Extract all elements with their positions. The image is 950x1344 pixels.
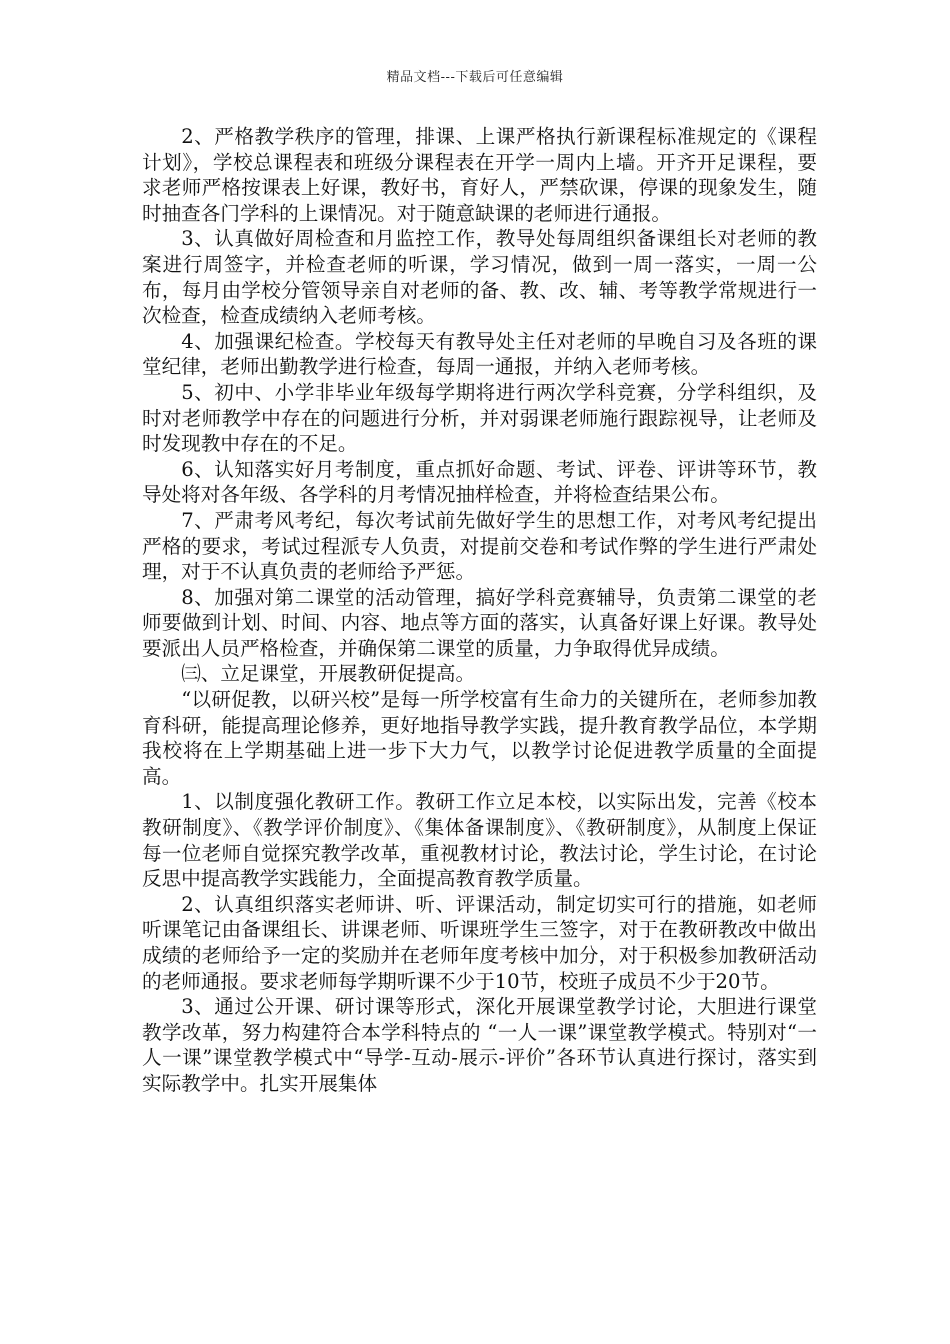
paragraph-item-4: 4、加强课纪检查。学校每天有教导处主任对老师的早晚自习及各班的课堂纪律，老师出勤教学进行检查，每周一通报，并纳入老师考核。 xyxy=(142,329,817,379)
paragraph-item-6: 6、认知落实好月考制度，重点抓好命题、考试、评卷、评讲等环节，教导处将对各年级、各学科的月考情况抽样检查，并将检查结果公布。 xyxy=(142,457,817,507)
paragraph-research-2: 2、认真组织落实老师讲、听、评课活动，制定切实可行的措施，如老师听课笔记由备课组长、讲课老师、听课班学生三签字，对于在教研教改中做出成绩的老师给予一定的奖励并在老师年度考核中加分，对于积极参加教研活动的老师通报。要求老师每学期听课不少于10节，校班子成员不少于20节。 xyxy=(142,892,817,993)
paragraph-item-2: 2、严格教学秩序的管理，排课、上课严格执行新课程标准规定的《课程计划》，学校总课程表和班级分课程表在开学一周内上墙。开齐开足课程，要求老师严格按课表上好课，教好书，育好人，严禁砍课，停课的现象发生，随时抽查各门学科的上课情况。对于随意缺课的老师进行通报。 xyxy=(142,125,817,225)
paragraph-research-1: 1、以制度强化教研工作。教研工作立足本校，以实际出发，完善《校本教研制度》、《教学评价制度》、《集体备课制度》、《教研制度》，从制度上保证每一位老师自觉探究教学改革，重视教材讨论，教法讨论，学生讨论，在讨论反思中提高教学实践能力，全面提高教育教学质量。 xyxy=(142,790,817,891)
paragraph-item-8: 8、加强对第二课堂的活动管理，搞好学科竞赛辅导，负责第二课堂的老师要做到计划、时间、内容、地点等方面的落实，认真备好课上好课。教导处要派出人员严格检查，并确保第二课堂的质量，力争取得优异成绩。 xyxy=(142,585,817,660)
paragraph-research-3: 3、通过公开课、研讨课等形式，深化开展课堂教学讨论，大胆进行课堂教学改革，努力构建符合本学科特点的 “一人一课”课堂教学模式。特别对“一人一课”课堂教学模式中“导学-互动-展示-评价”各环节认真进行探讨，落实到实际教学中。扎实开展集体 xyxy=(142,995,817,1095)
page-header: 精品文档---下载后可任意编辑 xyxy=(386,70,564,85)
section-intro: “以研促教，以研兴校”是每一所学校富有生命力的关键所在，老师参加教育科研，能提高理论修养，更好地指导教学实践，提升教育教学品位，本学期我校将在上学期基础上进一步下大力气，以教学讨论促进教学质量的全面提高。 xyxy=(142,688,817,788)
paragraph-item-7: 7、严肃考风考纪，每次考试前先做好学生的思想工作，对考风考纪提出严格的要求，考试过程派专人负责，对提前交卷和考试作弊的学生进行严肃处理，对于不认真负责的老师给予严惩。 xyxy=(142,508,817,584)
document-body xyxy=(142,124,817,1097)
paragraph-item-3: 3、认真做好周检查和月监控工作，教导处每周组织备课组长对老师的教案进行周签字，并检查老师的听课，学习情况，做到一周一落实，一周一公布，每月由学校分管领导亲自对老师的备、教、改、辅、考等教学常规进行一次检查，检查成绩纳入老师考核。 xyxy=(142,227,817,328)
paragraph-item-5: 5、初中、小学非毕业年级每学期将进行两次学科竞赛，分学科组织，及时对老师教学中存在的问题进行分析，并对弱课老师施行跟踪视导，让老师及时发现教中存在的不足。 xyxy=(142,380,817,456)
section-heading: ㈢、立足课堂，开展教研促提高。 xyxy=(181,662,476,686)
